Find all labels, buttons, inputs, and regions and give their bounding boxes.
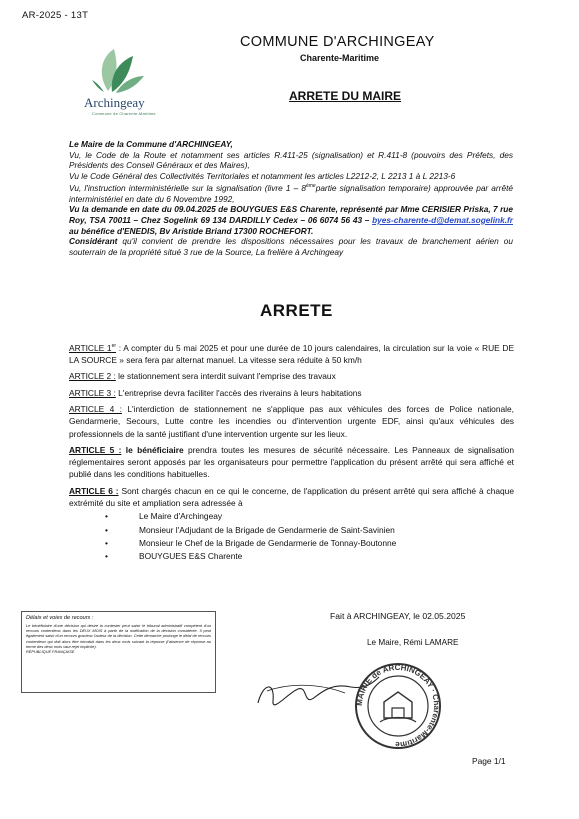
preamble-vu-demande: Vu la demande en date du 09.04.2025 de BOUYGUES E&S Charente, représenté par Mme CERISIER Priska, 7 rue Roy, TSA 70011 – Chez Sogelink 69 134 DARDILLY Cedex – 06 6074 56 43 – byes-charente-d@demat.sogelink.fr au bénéfice d'ENEDIS, Bv Aristide Briand 17300 ROCHEFORT.	[69, 204, 513, 236]
preamble-maire: Le Maire de la Commune d'ARCHINGEAY,	[69, 139, 233, 149]
signature-date: Fait à ARCHINGEAY, le 02.05.2025	[330, 611, 466, 621]
logo-name: Archingeay	[84, 95, 145, 110]
list-item: • Le Maire d'Archingeay	[105, 511, 223, 522]
article-1-label: ARTICLE 1er	[69, 342, 117, 353]
commune-name: COMMUNE D'ARCHINGEAY	[240, 34, 435, 50]
svg-text:MAIRIE de ARCHINGEAY · Charent: MAIRIE de ARCHINGEAY · Charente-Maritime	[354, 662, 442, 750]
article-4: ARTICLE 4 : L'interdiction de stationnement ne s'applique pas aux véhicules des forces de Police nationale, Gendarmerie, Secours, Lutte contre les incendies ou d'intervention urgente EDF, ainsi qu'aux véhicules des professionnels de la santé justifiant d'une intervention urgente sur les lieux.	[69, 404, 514, 439]
document-title: ARRETE DU MAIRE	[289, 89, 402, 103]
recourse-box	[21, 611, 216, 693]
logo-tagline: Commune de Charente-Maritime	[92, 111, 156, 116]
list-item: • BOUYGUES E&S Charente	[105, 551, 243, 562]
mairie-stamp	[352, 660, 444, 752]
preamble	[69, 139, 513, 257]
recourse-footer: RÉPUBLIQUE FRANÇAISE	[26, 649, 75, 655]
article-2: ARTICLE 2 : le stationnement sera interdit suivant l'emprise des travaux	[69, 371, 336, 382]
article-3: ARTICLE 3 : L'entreprise devra faciliter l'accès des riverains à leurs habitations	[69, 387, 362, 398]
preamble-vu-cgct: Vu le Code Général des Collectivités Territoriales et notamment les articles L2212-2, L 2213 1 à L 2213-6	[69, 170, 456, 181]
recourse-text: Le bénéficiaire d'une décision qui désire la contester peut saisir le tribunal administratif compétent d'un recours contentieux dans les DEUX MOIS à partir de la notification de la décision considérée. Il peut également saisir d'un recours gracieux l'auteur de la décision. Cette démarche prolonge le délai de recours contentieux qui doit alors être introduit dans les deux mois suivant la réponse (l'absence de réponse au terme des deux mois vaut rejet implicite).	[26, 623, 211, 649]
arrete-heading: ARRETE	[260, 301, 333, 320]
article-6: ARTICLE 6 : Sont chargés chacun en ce qui le concerne, de l'application du présent arrêté qui sera affiché à chaque extrémité du site et ampliation sera adressée à	[69, 485, 514, 508]
recourse-title: Délais et voies de recours :	[26, 615, 94, 621]
article-5: ARTICLE 5 : le bénéficiaire prendra toutes les mesures de sécurité nécessaire. Les Panneaux de signalisation réglementaires seront apposés par les organisateurs pour permettre l'application du présent arrêté qui sera affiché et publié dans les conditions habituelles.	[69, 444, 514, 480]
list-item: • Monsieur le Chef de la Brigade de Gendarmerie de Tonnay-Boutonne	[105, 537, 397, 548]
recipients-list	[69, 510, 514, 564]
email-link[interactable]: byes-charente-d@demat.sogelink.fr	[372, 214, 513, 225]
preamble-vu-instruction: Vu, l'instruction interministérielle sur la signalisation (livre 1 – 8èmepartie signalisation temporaire) approuvée par arrêté interministériel en date du 6 Novembre 1992,	[69, 183, 513, 204]
document-reference: AR-2025 - 13T	[22, 10, 89, 21]
list-item: • Monsieur l'Adjudant de la Brigade de Gendarmerie de Saint-Savinien	[105, 524, 395, 535]
articles	[69, 340, 514, 564]
mayor-name: Le Maire, Rémi LAMARE	[367, 638, 459, 647]
article-1: ARTICLE 1er : A compter du 5 mai 2025 et pour une durée de 10 jours calendaires, la circulation sur la voie « RUE DE LA SOURCE » sera fera par alternat manuel. La vitesse sera réduite à 50 km/h	[69, 342, 515, 365]
page-number: Page 1/1	[472, 756, 506, 766]
departement: Charente-Maritime	[300, 53, 380, 63]
preamble-vu-code-route: Vu, le Code de la Route et notamment ses articles R.411-25 (signalisation) et R.411-8 (pouvoirs des Préfets, des Présidents des Conseil Généraux et des Maires),	[69, 149, 513, 171]
preamble-considerant: Considérant qu'il convient de prendre les dispositions nécessaires pour les travaux de branchement aérien ou souterrain de la propriété situé 3 rue de la Source, La frelière à Archingeay	[69, 236, 513, 257]
